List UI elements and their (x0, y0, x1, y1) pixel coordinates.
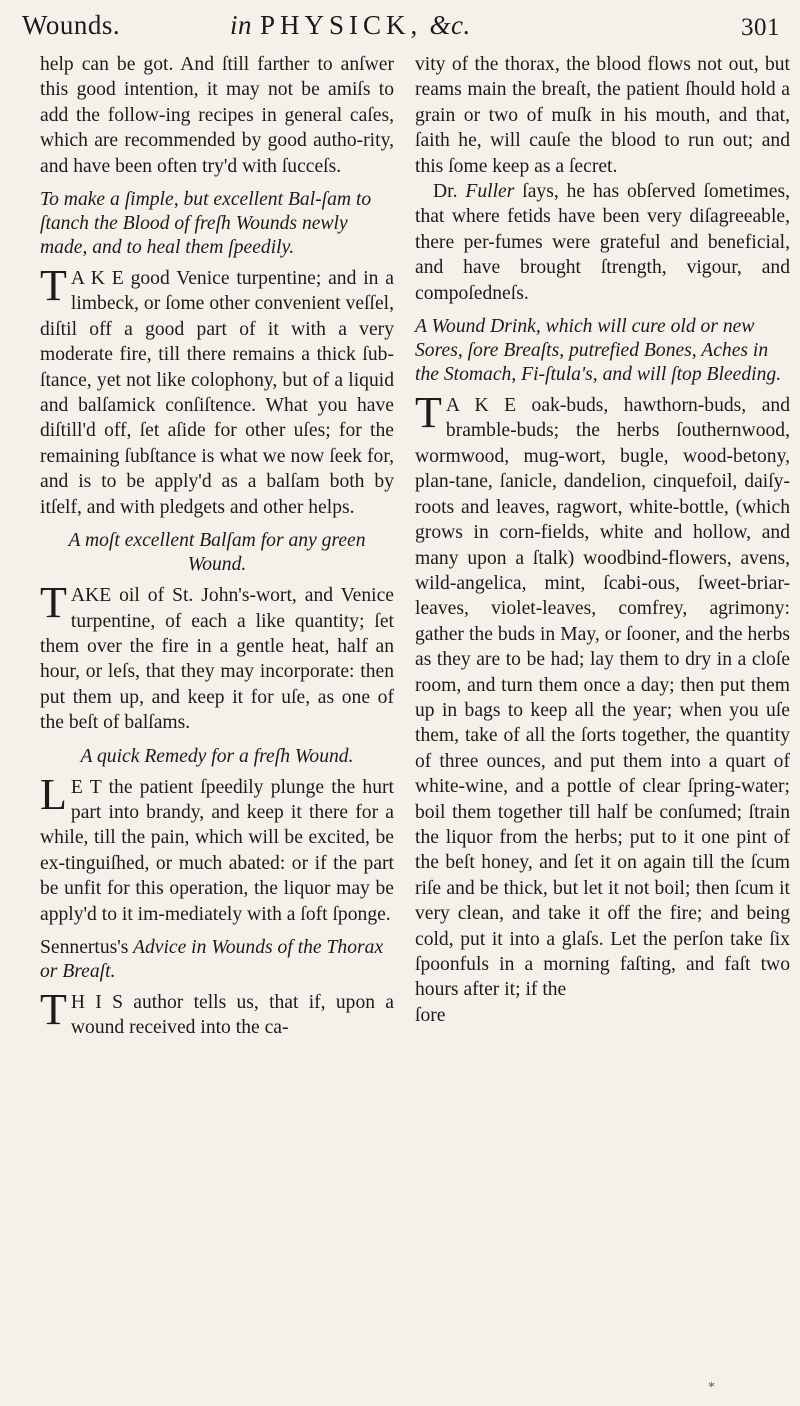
heading-author: Sennertus's (40, 936, 129, 958)
running-head-caps: PHYSICK, (260, 10, 423, 40)
recipe-heading: A Wound Drink, which will cure old or new Sores, ſore Breaſts, putrefied Bones, Aches in the Stomach, Fi-ſtula's, and will ſtop Bleeding. (415, 316, 782, 386)
paragraph: help can be got. And ſtill farther to anſwer this good intention, it may not be amiſs to add the follow-ing recipes in general caſes, which are recommended by good autho-rity, and have been often try'd with ſucceſs. (40, 54, 394, 177)
paragraph (40, 984, 394, 1041)
paragraph (40, 769, 394, 927)
drop-cap: T (415, 388, 442, 438)
heading-title: Advice in Wounds of the Thorax or Breaſt. (40, 936, 384, 982)
paragraph-text: A K E oak-buds, hawthorn-buds, and bramble-buds; the herbs ſouthernwood, wormwood, mug-wort, bugle, wood-betony, plan-tane, ſanicle, dandelion, cinquefoil, daiſy-roots and leaves, ragwort, white-bottle, (which grows in corn-fields, white and hollow, and many upon a ſtalk) woodbind-flowers, avens, wild-angelica, mint, ſcabi-ous, ſweet-briar-leaves, violet-leaves, comfrey, agrimony: gather the buds in May, or ſooner, and the herbs as they are to be had; lay them to dry in a cloſe room, and turn them once a day; then put them up in bags to keep all the year; when you uſe them, take of all the ſorts together, the quantity of three ounces, and put them into a quart of white-wine, and a pottle of clear ſpring-water; boil them together till half be conſumed; ſtrain the liquor from the herbs; put to it one pint of the beſt honey, and ſet it on again till the ſcum riſe and be thick, but let it not boil; then ſcum it very clean, and take it off the fire; and being cold, put it into a glaſs. Let the perſon take ſix ſpoonfuls in a morning faſting, and faſt two hours after it; if the (415, 395, 790, 1001)
page-number: 301 (741, 14, 780, 41)
paragraph (40, 578, 394, 735)
left-column (40, 52, 394, 1041)
drop-cap: T (40, 578, 67, 628)
recipe-heading: A moſt excellent Balſam for any green Wound. (68, 530, 366, 576)
paragraph (415, 388, 790, 1003)
paragraph-prefix: Dr. (433, 181, 458, 203)
drop-cap: L (40, 769, 67, 819)
paragraph: vity of the thorax, the blood flows not out, but reams main the breaſt, the patient ſhould hold a grain or two of muſk in his mouth, and that, ſaith he, will cauſe the blood to run out; and this ſome keep as a ſecret. (415, 54, 790, 177)
running-head-title (230, 10, 479, 41)
author-name: Fuller (465, 181, 515, 203)
running-head-italic: in (230, 10, 253, 40)
paragraph-text: A K E good Venice turpentine; and in a limbeck, or ſome other convenient veſſel, diſtil off a good part of it with a very moderate fire, till there remains a thick ſub-ſtance, yet not like colophony, but of a liquid and balſamick conſiſtence. What you have diſtill'd off, ſet aſide for other uſes; for the remaining ſubſtance is what we now ſeek for, and is to be apply'd as a balſam both by itſelf, and with pledgets and other helps. (40, 268, 394, 518)
running-head-section: Wounds. (22, 10, 121, 40)
running-head-etc: &c. (429, 10, 471, 40)
right-column (415, 52, 790, 1028)
paragraph (415, 179, 790, 306)
running-head (22, 8, 786, 44)
paragraph (40, 261, 394, 520)
footer-mark: * (708, 1380, 715, 1395)
paragraph-text: ſays, he has obſerved ſometimes, that where fetids have been very diſagreeable, there per-fumes were grateful and beneficial, and have brought ſtrength, vigour, and compoſedneſs. (415, 181, 790, 304)
paragraph-text: H I S author tells us, that if, upon a wound received into the ca- (70, 991, 394, 1039)
catchword: ſore (415, 1004, 446, 1026)
recipe-heading (40, 936, 394, 984)
recipe-heading: To make a ſimple, but excellent Bal-ſam to ſtanch the Blood of freſh Wounds newly made, and to heal them ſpeedily. (40, 189, 372, 259)
paragraph-text: AKE oil of St. John's-wort, and Venice turpentine, of each a like quantity; ſet them over the fire in a gentle heat, half an hour, or leſs, that they may incorporate: then put them up, and keep it for uſe, as one of the beſt of balſams. (40, 585, 394, 734)
drop-cap: T (40, 261, 67, 311)
drop-cap: T (40, 984, 67, 1034)
recipe-heading: A quick Remedy for a freſh Wound. (80, 745, 354, 767)
paragraph-text: E T the patient ſpeedily plunge the hurt part into brandy, and keep it there for a while, till the pain, which will be excited, be ex-tinguiſhed, or much abated: or if the part be unfit for this operation, the liquor may be apply'd to it im-mediately with a ſoft ſponge. (40, 776, 394, 925)
